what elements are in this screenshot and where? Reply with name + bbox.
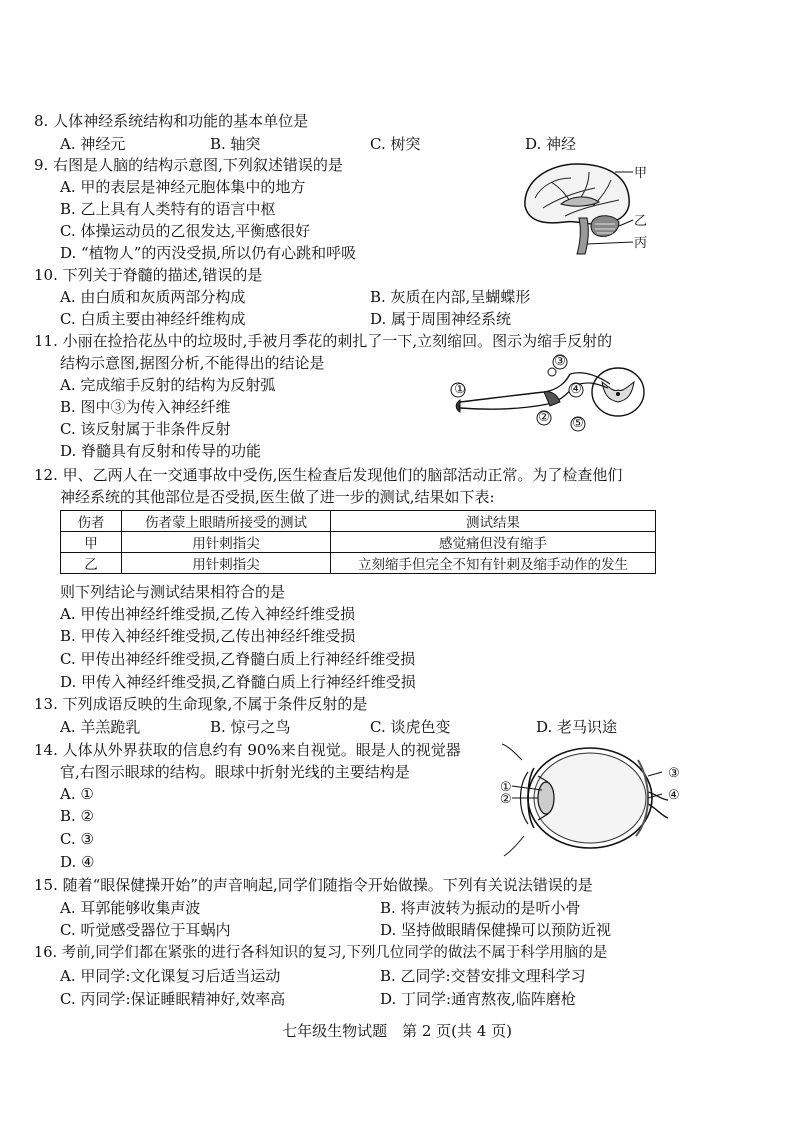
q10-option-d: D. 属于周围神经系统 (370, 310, 512, 328)
reflex-label-3: ③ (554, 354, 566, 369)
q8-option-c: C. 树突 (370, 135, 421, 153)
eye-label-4: ④ (668, 788, 680, 803)
table-cell: 立刻缩手但完全不知有针刺及缩手动作的发生 (331, 553, 656, 574)
table-row (61, 553, 656, 574)
q13-option-a: A. 羊羔跪乳 (60, 718, 141, 736)
table-cell: 甲 (61, 532, 122, 553)
table-header-row (61, 511, 656, 532)
q14-option-a: A. ① (60, 785, 94, 803)
q8-stem: 8. 人体神经系统结构和功能的基本单位是 (34, 112, 309, 130)
q9-option-b: B. 乙上具有人类特有的语言中枢 (60, 200, 276, 218)
brain-label-bing: 丙 (634, 236, 648, 251)
table-cell: 用针刺指尖 (122, 553, 331, 574)
q16-option-d: D. 丁同学:通宵熬夜,临阵磨枪 (380, 990, 576, 1008)
q12-stem-line2: 神经系统的其他部位是否受损,医生做了进一步的测试,结果如下表: (60, 488, 495, 506)
q16-stem: 16. 考前,同学们都在紧张的进行各科知识的复习,下列几位同学的做法不属于科学用脑的是 (34, 945, 608, 961)
q10-option-a: A. 由白质和灰质两部分构成 (60, 288, 246, 306)
q14-stem: 14. 人体从外界获取的信息约有 90%来自视觉。眼是人的视觉器 (34, 741, 461, 759)
test-result-table (60, 510, 656, 574)
q14-option-b: B. ② (60, 807, 95, 825)
q13-option-d: D. 老马识途 (536, 718, 618, 736)
eyeball-figure (498, 742, 668, 860)
q14-option-c: C. ③ (60, 830, 94, 848)
q8-option-d: D. 神经 (525, 135, 577, 153)
q14-stem-line2: 官,右图示眼球的结构。眼球中折射光线的主要结构是 (60, 763, 410, 781)
q12-option-d: D. 甲传入神经纤维受损,乙脊髓白质上行神经纤维受损 (60, 673, 416, 691)
reflex-label-5: ⑤ (572, 416, 584, 431)
q11-option-b: B. 图中③为传入神经纤维 (60, 398, 231, 416)
q16-option-a: A. 甲同学:文化课复习后适当运动 (60, 967, 281, 985)
q16-option-c: C. 丙同学:保证睡眠精神好,效率高 (60, 990, 286, 1008)
page-footer: 七年级生物试题 第 2 页(共 4 页) (282, 1022, 512, 1040)
q12-option-b: B. 甲传入神经纤维受损,乙传出神经纤维受损 (60, 627, 356, 645)
eye-label-2: ② (500, 792, 512, 807)
q15-stem: 15. 随着“眼保健操开始”的声音响起,同学们随指令开始做操。下列有关说法错误的是 (34, 876, 593, 894)
table-cell: 乙 (61, 553, 122, 574)
q15-option-c: C. 听觉感受器位于耳蜗内 (60, 921, 231, 939)
q15-option-b: B. 将声波转为振动的是听小骨 (380, 899, 581, 917)
q10-option-b: B. 灰质在内部,呈蝴蝶形 (370, 288, 531, 306)
q9-option-a: A. 甲的表层是神经元胞体集中的地方 (60, 178, 306, 196)
q9-option-d: D. “植物人”的丙没受损,所以仍有心跳和呼吸 (60, 244, 357, 262)
eye-label-1: ① (500, 780, 512, 795)
reflex-label-1: ① (454, 382, 466, 397)
table-header-injured: 伤者 (61, 511, 122, 532)
q15-option-a: A. 耳郭能够收集声波 (60, 899, 201, 917)
brain-label-jia: 甲 (634, 166, 648, 181)
q12-option-c: C. 甲传出神经纤维受损,乙脊髓白质上行神经纤维受损 (60, 650, 416, 668)
table-row (61, 532, 656, 553)
reflex-label-4: ④ (570, 382, 582, 397)
q11-option-a: A. 完成缩手反射的结构为反射弧 (60, 376, 276, 394)
q11-option-c: C. 该反射属于非条件反射 (60, 420, 231, 438)
reflex-label-2: ② (538, 410, 550, 425)
table-header-test: 伤者蒙上眼睛所接受的测试 (122, 511, 331, 532)
q15-option-d: D. 坚持做眼睛保健操可以预防近视 (380, 921, 612, 939)
q13-option-b: B. 惊弓之鸟 (210, 718, 291, 736)
q13-option-c: C. 谈虎色变 (370, 718, 451, 736)
q12-follow-up: 则下列结论与测试结果相符合的是 (60, 583, 286, 601)
q9-option-c: C. 体操运动员的乙很发达,平衡感很好 (60, 222, 311, 240)
q11-option-d: D. 脊髓具有反射和传导的功能 (60, 442, 262, 460)
q14-option-d: D. ④ (60, 853, 95, 871)
q8-option-a: A. 神经元 (60, 135, 126, 153)
eye-label-3: ③ (668, 766, 680, 781)
q10-option-c: C. 白质主要由神经纤维构成 (60, 310, 246, 328)
q11-stem: 11. 小丽在捡拾花丛中的垃圾时,手被月季花的刺扎了一下,立刻缩回。图示为缩手反射的 (34, 332, 613, 350)
q9-stem: 9. 右图是人脑的结构示意图,下列叙述错误的是 (34, 156, 343, 174)
q12-stem: 12. 甲、乙两人在一交通事故中受伤,医生检查后发现他们的脑部活动正常。为了检查他们 (34, 466, 623, 484)
q8-option-b: B. 轴突 (210, 135, 261, 153)
q12-option-a: A. 甲传出神经纤维受损,乙传入神经纤维受损 (60, 605, 356, 623)
q11-stem-line2: 结构示意图,据图分析,不能得出的结论是 (60, 354, 325, 372)
table-header-result: 测试结果 (331, 511, 656, 532)
q10-stem: 10. 下列关于脊髓的描述,错误的是 (34, 266, 263, 284)
table-cell: 感觉痛但没有缩手 (331, 532, 656, 553)
q13-stem: 13. 下列成语反映的生命现象,不属于条件反射的是 (34, 695, 368, 713)
brain-label-yi: 乙 (634, 214, 648, 229)
q16-option-b: B. 乙同学:交替安排文理科学习 (380, 967, 586, 985)
table-cell: 用针刺指尖 (122, 532, 331, 553)
